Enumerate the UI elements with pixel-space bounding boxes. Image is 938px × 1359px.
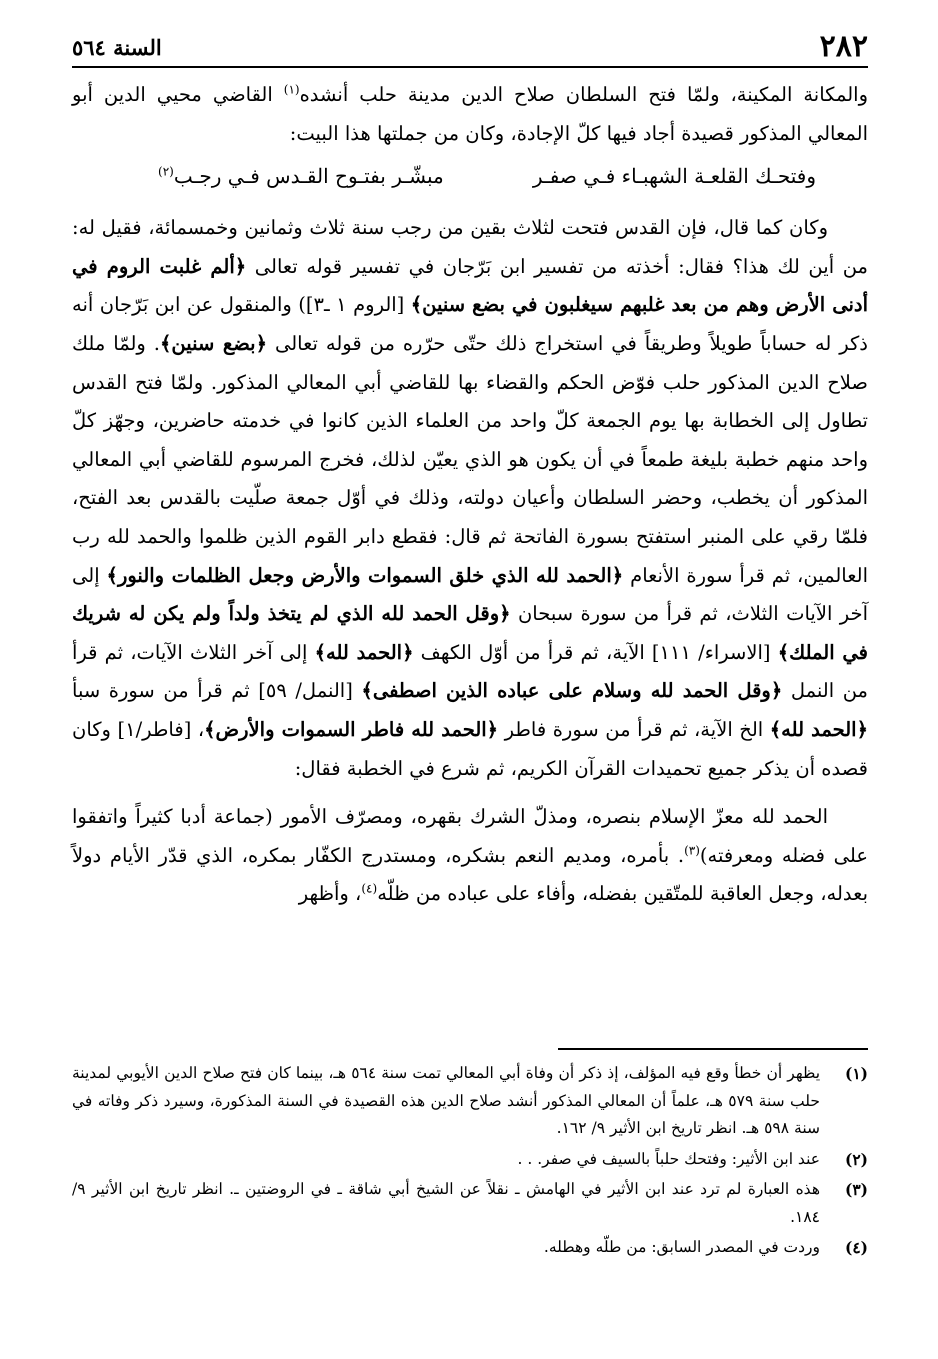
footnote: [72, 1060, 868, 1143]
quran-quote-5: ﴿الحمد لله﴾: [314, 640, 414, 664]
paragraph-2-text-6: إلى آخر الثلاث الآيات، ثم قرأ من النمل: [72, 640, 868, 703]
footnote-number: (٢): [844, 1149, 868, 1169]
footnote-ref-1: (١): [283, 82, 300, 97]
quran-quote-4: ﴿وقل الحمد لله الذي لم يتخذ ولداً ولم يكن له شريك في الملك﴾: [72, 602, 868, 664]
quran-quote-3: ﴿الحمد لله الذي خلق السموات والأرض وجعل الظلمات والنور﴾: [106, 563, 624, 587]
footnote: [72, 1146, 868, 1174]
footnote-ref-4: (٤): [361, 881, 378, 896]
footnote-number: (١): [844, 1064, 868, 1083]
verse-hemistich-2: [158, 157, 444, 195]
quran-quote-1: ﴿ألم غلبت الروم في أدنى الأرض وهم من بعد غلبهم سيغلبون في بضع سنين﴾: [72, 254, 869, 317]
footnote-text: يظهر أن خطأ وقع فيه المؤلف، إذ ذكر أن وفاة أبي المعالي تمت سنة ٥٦٤ هـ، بينما كان فتح صلاح الدين الأيوبي لمدينة حلب سنة ٥٧٩ هـ، علماً أن المعالي المذكور أنشد صلاح الدين هذه القصيدة في السنة المذكورة، وسيرد ذكر وفاته في سنة ٥٩٨ هـ. انظر تاريخ ابن الأثير ٩/ ١٦٢.: [72, 1064, 821, 1137]
page-header: [72, 28, 868, 68]
quran-quote-7: ﴿الحمد لله﴾: [769, 717, 869, 741]
paragraph-3-text-a: الحمد لله معزّ الإسلام بنصره، ومذلّ الشرك بقهره، ومصرّف الأمور (جماعة أدبا كثيراً واتفقوا على فضله ومعرفته): [72, 805, 868, 867]
paragraph-2-text-9: ، [فاطر/١] وكان قصده أن يذكر جميع تحميدات القرآن الكريم، ثم شرع في الخطبة فقال:: [72, 717, 868, 780]
footnote-number: (٤): [844, 1238, 868, 1257]
paragraph-1: [72, 76, 868, 153]
paragraph-3-text-c: ، وأظهر: [298, 882, 362, 906]
paragraph-2-text-7: [النمل/ ٥٩] ثم قرأ من سورة سبأ: [72, 679, 362, 703]
paragraph-2-text-2: [الروم ١ ـ٣]) والمنقول عن ابن بَرّجان أنه ذكر له حساباً طويلاً وطريقاً في استخراج ذلك حتّى حرّره من قوله تعالى: [72, 293, 868, 355]
footnote: [72, 1176, 868, 1231]
footnote-ref-2: (٢): [158, 164, 174, 179]
page-number: ٢٨٢: [819, 29, 868, 64]
body-text: [72, 76, 868, 914]
paragraph-2: [72, 209, 868, 788]
footnote-number: (٣): [844, 1180, 868, 1199]
paragraph-2-text-3: . ولمّا ملك صلاح الدين المذكور حلب فوّض الحكم والقضاء بها للقاضي أبي المعالي المذكور. ولمّا فتح القدس تطاول إلى الخطابة بها يوم الجمعة كلّ واحد من العلماء الذين كانوا في خدمته حاضرين، وجهّز كلّ واحد منهم خطبة بليغة طمعاً في أن يكون هو الذي يعيّن لذلك، فخرج المرسوم للقاضي أبي المعالي المذكور أن يخطب، وحضر السلطان وأعيان دولته، وذلك في أوّل جمعة صلّيت بالقدس بعد الفتح، فلمّا رقي على المنبر استفتح بسورة الفاتحة ثم قال: فقطع دابر القوم الذين ظلموا والحمد لله رب العالمين، ثم قرأ سورة الأنعام: [72, 331, 868, 587]
paragraph-2-text-5: [الاسراء/ ١١١] الآية، ثم قرأ من أوّل الكهف: [413, 640, 778, 664]
footnote: [72, 1234, 868, 1262]
footnote-text: عند ابن الأثير: وفتحك حلباً بالسيف في صفر. . .: [517, 1149, 820, 1168]
quran-quote-2: ﴿بضع سنين﴾: [159, 331, 268, 355]
paragraph-gap: [72, 788, 868, 798]
footnote-ref-3: (٣): [684, 843, 700, 858]
quran-quote-8: ﴿الحمد لله فاطر السموات والأرض﴾: [204, 717, 499, 741]
footnote-divider: [558, 1048, 868, 1050]
quran-quote-6: ﴿وقل الحمد لله وسلام على عباده الذين اصطفى﴾: [361, 679, 783, 703]
paragraph-1-text-b: القاضي محيي الدين أبو المعالي المذكور قصيدة أجاد فيها كلّ الإجادة، وكان من جملتها هذا البيت:: [72, 83, 868, 145]
paragraph-2-text-1: وكان كما قال، فإن القدس فتحت لثلاث بقين من رجب سنة ثلاث وثمانين وخمسمائة، فقيل له: من أين لك هذا؟ فقال: أخذته من تفسير ابن بَرّجان في تفسير قوله تعالى: [72, 216, 868, 278]
paragraph-2-text-8: الخ الآية، ثم قرأ من سورة فاطر: [498, 717, 770, 741]
running-head: السنة ٥٦٤: [72, 35, 162, 60]
poetry-verse: [72, 153, 868, 209]
footnote-text: هذه العبارة لم ترد عند ابن الأثير في الهامش ـ نقلاً عن الشيخ أبي شاقة ـ في الروضتين ـ. انظر تاريخ ابن الأثير ٩/ ١٨٤.: [72, 1180, 820, 1226]
paragraph-2-text-4: إلى آخر الآيات الثلاث، ثم قرأ من سورة سبحان: [72, 563, 868, 626]
verse-hemistich-1: وفتحـك القلعـة الشهبـاء فـي صفـر: [532, 164, 816, 189]
paragraph-3: [72, 798, 868, 914]
footnote-text: وردت في المصدر السابق: من طلّه وهطله.: [543, 1238, 820, 1256]
paragraph-3-text-b: . بأمره، ومديم النعم بشكره، ومستدرج الكفّار بمكره، الذي قدّر الأيام دولاً بعدله، وجعل العاقبة للمتّقين بفضله، وأفاء على عباده من ظلّه: [72, 843, 868, 906]
paragraph-1-text-a: والمكانة المكينة، ولمّا فتح السلطان صلاح الدين مدينة حلب أنشده: [299, 83, 868, 106]
verse-hemistich-2-text: مبشّـر بفتـوح القـدس فـي رجـب: [173, 164, 444, 189]
footnotes: [72, 1060, 868, 1265]
